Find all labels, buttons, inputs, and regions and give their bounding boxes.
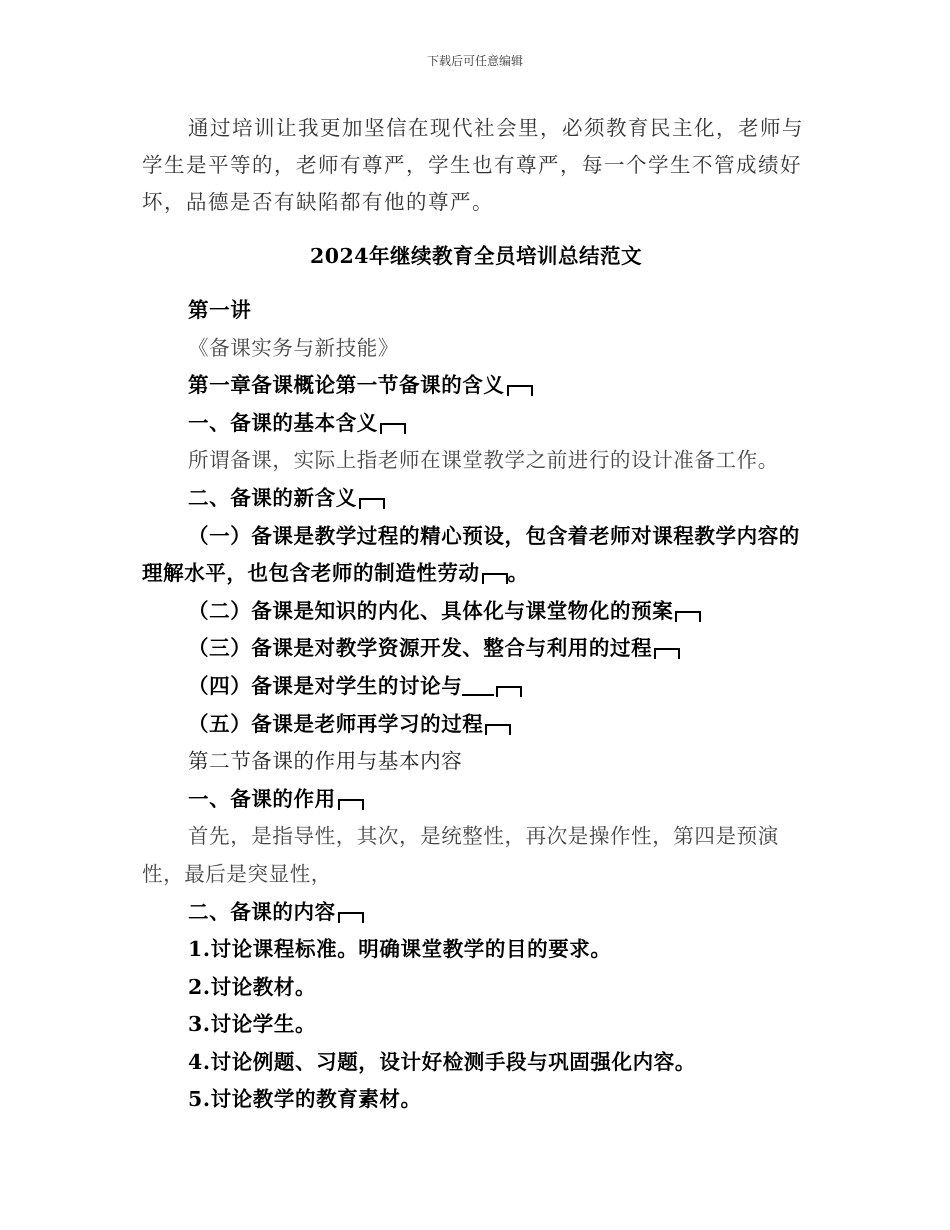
placeholder-mark-icon (338, 799, 364, 810)
section2-heading: 第二节备课的作用与基本内容 (188, 749, 463, 774)
placeholder-mark-icon (507, 385, 533, 396)
list-item: 3.讨论学生。 (188, 1012, 317, 1037)
fill-blank-line (462, 676, 494, 696)
list-item: 1.讨论课程标准。明确课堂教学的目的要求。 (188, 937, 612, 962)
section-heading-text: 一、备课的基本含义 (188, 410, 378, 435)
item-1-end: 。 (507, 561, 529, 586)
item-2 (142, 593, 810, 631)
section2-role-heading (142, 781, 810, 819)
placeholder-mark-icon (359, 498, 385, 509)
section2-content-heading (142, 894, 810, 932)
item-4 (142, 668, 810, 706)
placeholder-mark-icon (338, 912, 364, 923)
placeholder-mark-icon (654, 648, 680, 659)
placeholder-mark-icon (496, 686, 522, 697)
section-heading-basic-meaning (142, 405, 810, 443)
list-item: 4.讨论例题、习题，设计好检测手段与巩固强化内容。 (188, 1049, 696, 1074)
lecture-heading: 第一讲 (188, 298, 252, 322)
section-heading-text: 二、备课的内容 (188, 899, 336, 924)
section2-role-text: 首先，是指导性，其次，是统整性，再次是操作性，第四是预演性，最后是突显性， (142, 824, 779, 886)
item-4-text: （四）备课是对学生的讨论与 (188, 673, 463, 698)
item-1 (142, 518, 810, 593)
item-3 (142, 630, 810, 668)
section-heading-text: 二、备课的新含义 (188, 485, 357, 510)
item-5 (142, 706, 810, 744)
item-2-text: （二）备课是知识的内化、具体化与课堂物化的预案 (188, 598, 674, 623)
item-3-text: （三）备课是对教学资源开发、整合与利用的过程 (188, 636, 653, 661)
item-1-text: （一）备课是教学过程的精心预设，包含着老师对课程教学内容的理解水平，也包含老师的制造性劳动 (142, 523, 800, 586)
document-title: 2024年继续教育全员培训总结范文 (309, 244, 643, 268)
item-5-text: （五）备课是老师再学习的过程 (188, 711, 484, 736)
placeholder-mark-icon (380, 423, 406, 434)
chapter-heading (142, 367, 810, 405)
placeholder-mark-icon (675, 611, 701, 622)
section-heading-new-meaning (142, 480, 810, 518)
document-body (142, 110, 810, 1119)
list-item: 5.讨论教学的教育素材。 (188, 1087, 422, 1112)
section-heading-text: 一、备课的作用 (188, 786, 336, 811)
placeholder-mark-icon (485, 724, 511, 735)
book-title: 《备课实务与新技能》 (188, 335, 399, 360)
intro-paragraph: 通过培训让我更加坚信在现代社会里，必须教育民主化，老师与学生是平等的，老师有尊严，学生也有尊严，每一个学生不管成绩好坏，品德是否有缺陷都有他的尊严。 (142, 116, 804, 214)
list-item: 2.讨论教材。 (188, 974, 317, 999)
basic-meaning-text: 所谓备课，实际上指老师在课堂教学之前进行的设计准备工作。 (188, 448, 779, 473)
placeholder-mark-icon (482, 573, 508, 584)
chapter-heading-text: 第一章备课概论第一节备课的含义 (188, 373, 505, 398)
page-header: 下载后可任意编辑 (426, 54, 523, 68)
